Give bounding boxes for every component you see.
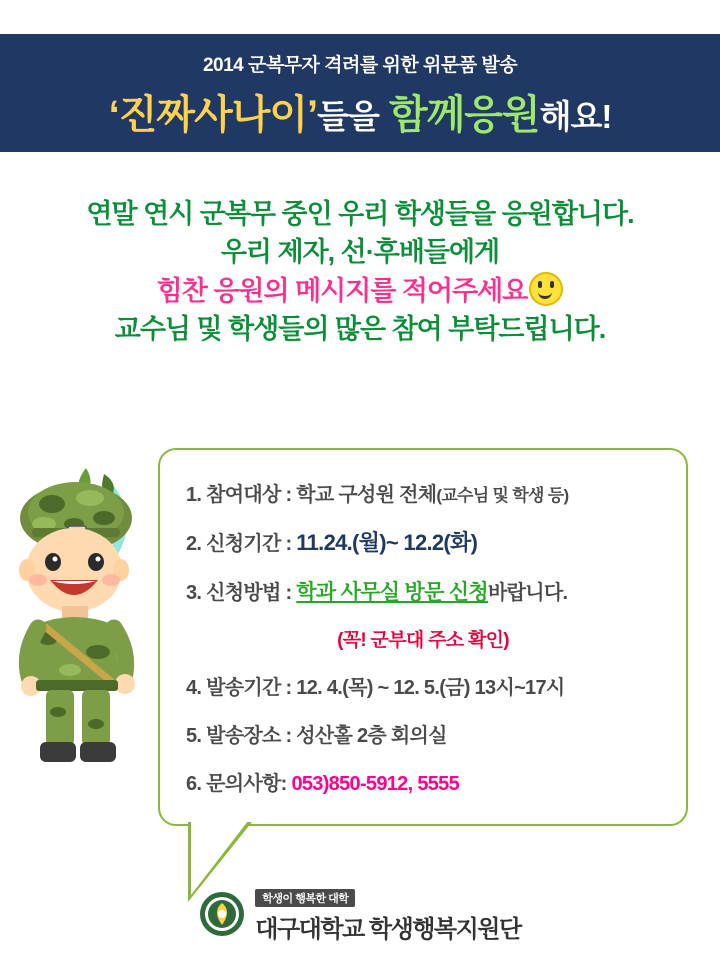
- notice-speech-bubble: [158, 448, 688, 826]
- notice-item-1-paren: (교수님 및 학생 등): [436, 486, 569, 505]
- notice-item-4: [186, 671, 660, 700]
- notice-item-5-num: 5.: [186, 725, 202, 747]
- notice-item-2-value: 11.24.(월)~ 12.2(화): [296, 530, 478, 555]
- notice-address-warning: (꼭! 군부대 주소 확인): [337, 630, 509, 651]
- intro-line-4: 교수님 및 학생들의 많은 참여 부탁드립니다.: [114, 313, 606, 344]
- banner-title: [0, 83, 720, 140]
- notice-item-3-note: [186, 625, 660, 652]
- footer-tagline: 학생이 행복한 대학: [255, 889, 355, 907]
- notice-item-5-value: 성산홀 2층 회의실: [296, 725, 447, 747]
- intro-line-3-wrapper: [0, 272, 720, 310]
- notice-item-3-num: 3.: [186, 582, 202, 604]
- notice-item-6-label: 문의사항:: [206, 773, 287, 795]
- intro-line-1: 연말 연시 군복무 중인 우리 학생들을 응원합니다.: [86, 199, 634, 229]
- intro-line-3: 힘찬 응원의 메시지를 적어주세요: [156, 275, 528, 306]
- notice-item-3-label: 신청방법 :: [206, 582, 292, 604]
- banner-title-name: 진짜사나이: [118, 93, 307, 137]
- notice-item-4-value: 12. 4.(목) ~ 12. 5.(금) 13시~17시: [296, 677, 565, 699]
- university-emblem-icon: [199, 891, 245, 942]
- notice-item-3-suffix: 바랍니다.: [487, 582, 568, 604]
- bubble-tail-inner: [191, 821, 248, 895]
- notice-item-2-label: 신청기간 :: [206, 533, 292, 555]
- banner-subtitle: 2014 군복무자 격려를 위한 위문품 발송: [202, 55, 518, 76]
- notice-item-2: [186, 526, 660, 557]
- notice-item-1-num: 1.: [186, 484, 202, 506]
- notice-item-3-value: 학과 사무실 방문 신청: [296, 581, 488, 604]
- banner-quote-close: ’: [307, 93, 318, 137]
- intro-line-2: 우리 제자, 선·후배들에게: [220, 237, 500, 268]
- footer-organization: 대구대학교 학생행복지원단: [255, 916, 521, 943]
- intro-block: [0, 195, 720, 348]
- header-banner: [0, 34, 720, 152]
- notice-item-4-label: 발송기간 :: [206, 677, 292, 699]
- notice-item-2-num: 2.: [186, 533, 202, 555]
- smiley-face-icon: [529, 272, 563, 306]
- notice-item-6: [186, 767, 660, 796]
- banner-quote-open: ‘: [108, 93, 119, 137]
- banner-title-mid: 들을: [317, 98, 379, 135]
- notice-item-1-label: 참여대상 :: [206, 484, 292, 506]
- notice-item-5-label: 발송장소 :: [206, 725, 292, 747]
- banner-title-green1: 함께: [389, 93, 465, 137]
- soldier-character-illustration: [8, 466, 158, 796]
- banner-title-green2: 응원: [464, 93, 540, 137]
- notice-item-1: [186, 478, 660, 507]
- notice-contact-phone: 053)850-5912, 5555: [291, 773, 460, 795]
- notice-item-3: [186, 576, 660, 606]
- notice-item-6-num: 6.: [186, 773, 202, 795]
- notice-item-5: [186, 719, 660, 748]
- footer: [0, 889, 720, 944]
- banner-title-tail: 해요!: [539, 98, 612, 135]
- notice-item-1-value: 학교 구성원 전체: [296, 484, 437, 506]
- notice-item-4-num: 4.: [186, 677, 202, 699]
